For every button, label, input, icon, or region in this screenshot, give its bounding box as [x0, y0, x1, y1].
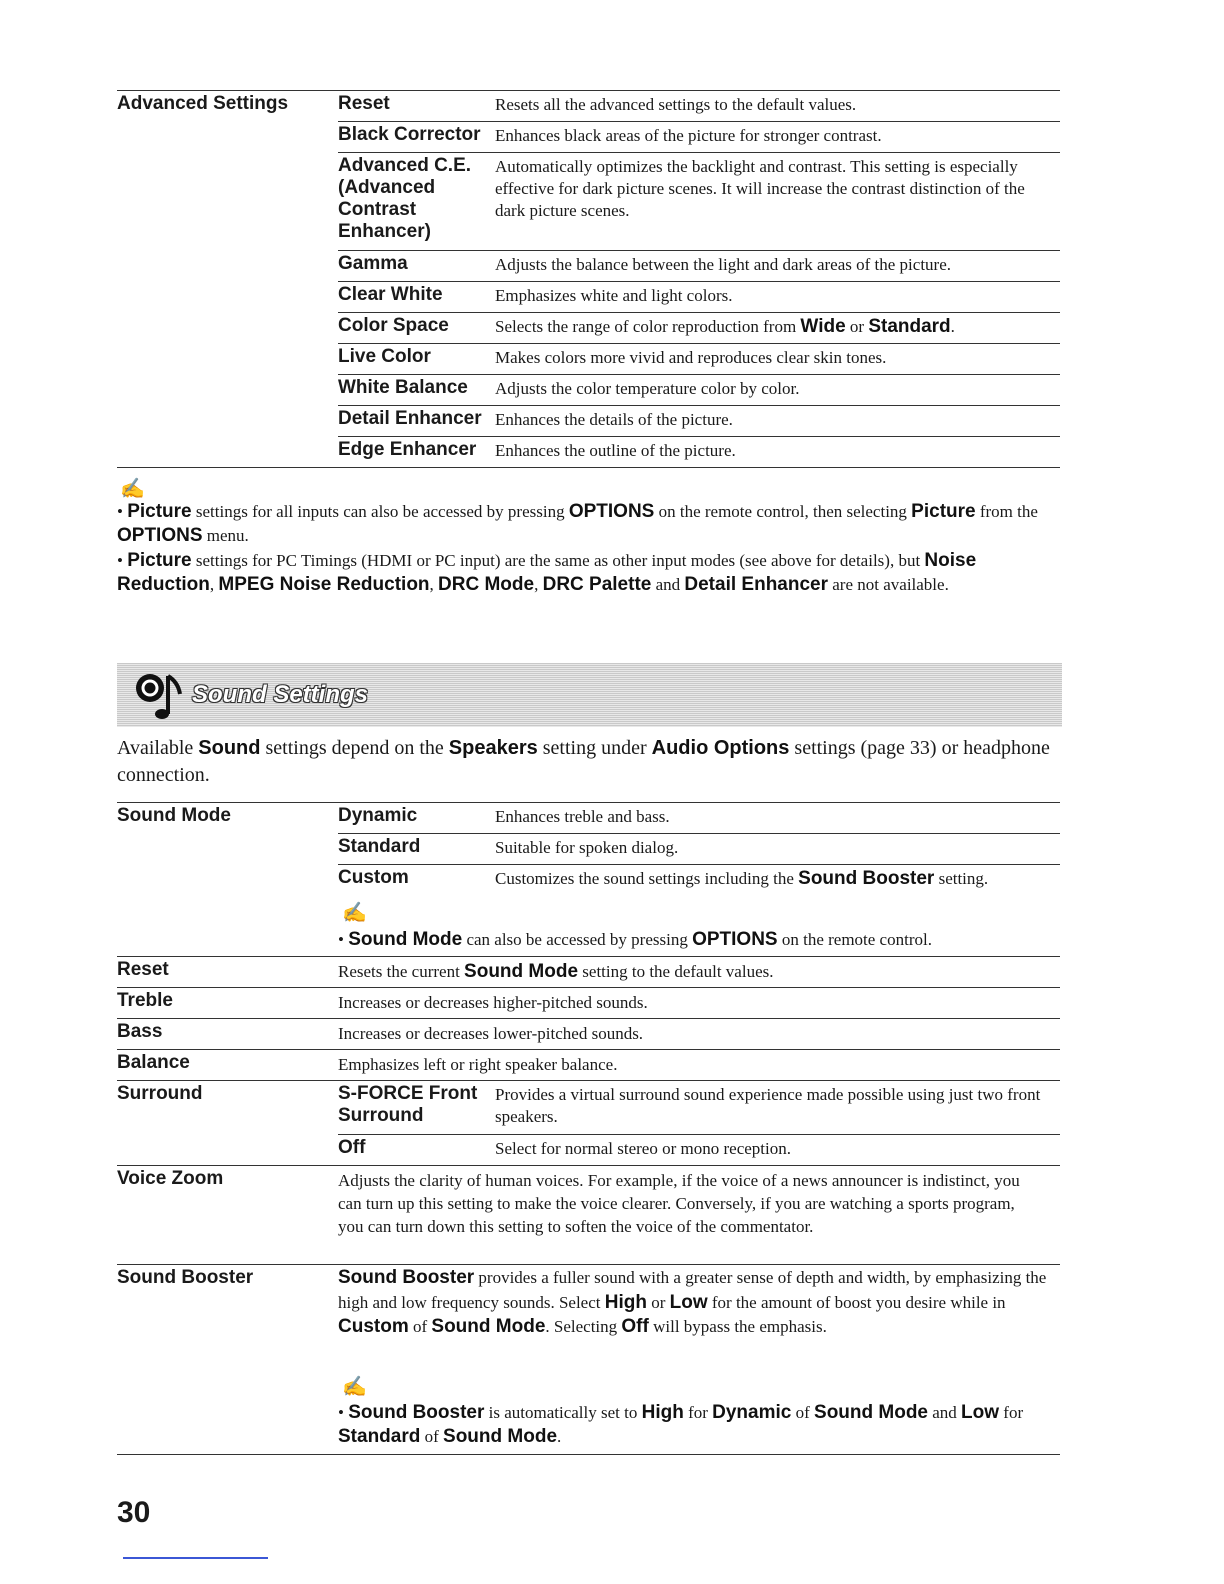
divider — [338, 343, 1060, 344]
desc-reset: Resets all the advanced settings to the default values. — [495, 95, 857, 114]
divider — [338, 864, 1060, 865]
term-clear-white: Clear White — [338, 284, 443, 305]
page-number: 30 — [117, 1496, 151, 1529]
surround-category: Surround — [117, 1083, 203, 1104]
desc-treble: Increases or decreases higher-pitched sounds. — [338, 993, 648, 1012]
reset-category: Reset — [117, 959, 169, 980]
divider — [338, 312, 1060, 313]
divider — [117, 1049, 1060, 1050]
note-pencil-icon: ✍ — [342, 902, 367, 924]
desc-dynamic: Enhances treble and bass. — [495, 807, 670, 826]
desc-balance: Emphasizes left or right speaker balance. — [338, 1055, 618, 1074]
sound-mode-category: Sound Mode — [117, 805, 231, 826]
sound-settings-title: Sound Settings — [192, 681, 368, 708]
desc-sound-reset: Resets the current Sound Mode setting to the default values. — [338, 961, 774, 982]
divider — [338, 833, 1060, 834]
divider — [117, 802, 1060, 803]
desc-black-corrector: Enhances black areas of the picture for stronger contrast. — [495, 126, 882, 145]
divider — [117, 1018, 1060, 1019]
desc-advanced-ce: Automatically optimizes the backlight and contrast. This setting is especially effective for dark picture scenes. It will increase the contrast distinction of the dark picture scenes. — [495, 157, 1025, 220]
divider — [338, 1134, 1060, 1135]
term-dynamic: Dynamic — [338, 805, 418, 826]
footer-line — [123, 1557, 268, 1559]
divider — [117, 1165, 1060, 1166]
term-edge-enhancer: Edge Enhancer — [338, 439, 477, 460]
term-black-corrector: Black Corrector — [338, 124, 481, 145]
balance-category: Balance — [117, 1052, 190, 1073]
note-picture-options: • Picture settings for all inputs can also be accessed by pressing OPTIONS on the remote control, then selecting Picture from the OPTIONS menu. — [117, 501, 1038, 546]
divider — [338, 250, 1060, 251]
desc-gamma: Adjusts the balance between the light and dark areas of the picture. — [495, 255, 951, 274]
desc-custom: Customizes the sound settings including the Sound Booster setting. — [495, 868, 989, 889]
desc-bass: Increases or decreases lower-pitched sounds. — [338, 1024, 644, 1043]
term-color-space: Color Space — [338, 315, 449, 336]
term-detail-enhancer: Detail Enhancer — [338, 408, 482, 429]
term-off: Off — [338, 1137, 366, 1158]
divider — [117, 1454, 1060, 1455]
desc-edge-enhancer: Enhances the outline of the picture. — [495, 441, 736, 460]
term-white-balance: White Balance — [338, 377, 468, 398]
desc-voice-zoom: Adjusts the clarity of human voices. For example, if the voice of a news announcer is indistinct, you can turn up this setting to make the voice clearer. Conversely, if you are watching a sports program, you can turn down this setting to soften the voice of the commentator. — [338, 1171, 1020, 1236]
divider — [117, 956, 1060, 957]
divider — [117, 467, 1060, 468]
term-custom: Custom — [338, 867, 409, 888]
desc-white-balance: Adjusts the color temperature color by color. — [495, 379, 800, 398]
divider — [338, 152, 1060, 153]
sound-booster-category: Sound Booster — [117, 1267, 254, 1288]
divider — [338, 90, 1060, 91]
desc-sound-booster: Sound Booster provides a fuller sound with a greater sense of depth and width, by emphasizing the high and low frequency sounds. Select High or Low for the amount of boost you desire while in Custom of Sound Mode. Selecting Off will bypass the emphasis. — [338, 1267, 1047, 1337]
sound-intro: Available Sound settings depend on the Speakers setting under Audio Options settings (page 33) or headphone connection. — [117, 737, 1050, 786]
desc-standard: Suitable for spoken dialog. — [495, 838, 679, 857]
sound-settings-icon — [134, 666, 186, 724]
term-reset: Reset — [338, 93, 390, 114]
desc-color-space: Selects the range of color reproduction from Wide or Standard. — [495, 316, 955, 337]
divider — [117, 1264, 1060, 1265]
divider — [338, 436, 1060, 437]
divider — [338, 281, 1060, 282]
note-sound-mode: • Sound Mode can also be accessed by pressing OPTIONS on the remote control. — [338, 929, 932, 950]
divider — [338, 374, 1060, 375]
term-gamma: Gamma — [338, 253, 408, 274]
desc-s-force: Provides a virtual surround sound experience made possible using just two front speakers. — [495, 1085, 1041, 1126]
note-sound-booster: • Sound Booster is automatically set to High for Dynamic of Sound Mode and Low for Standard of Sound Mode. — [338, 1402, 1024, 1447]
bass-category: Bass — [117, 1021, 163, 1042]
desc-clear-white: Emphasizes white and light colors. — [495, 286, 733, 305]
desc-live-color: Makes colors more vivid and reproduces clear skin tones. — [495, 348, 887, 367]
divider — [117, 987, 1060, 988]
term-advanced-ce: Advanced C.E. (Advanced Contrast Enhancer) — [338, 155, 472, 242]
divider — [338, 121, 1060, 122]
divider — [338, 405, 1060, 406]
note-pc-timings: • Picture settings for PC Timings (HDMI or PC input) are the same as other input modes (see above for details), but Noise Reduction, MPEG Noise Reduction, DRC Mode, DRC Palette and Detail Enhancer are not available. — [117, 550, 977, 595]
treble-category: Treble — [117, 990, 173, 1011]
note-pencil-icon: ✍ — [120, 478, 145, 500]
term-s-force: S-FORCE Front Surround — [338, 1083, 478, 1126]
voice-zoom-category: Voice Zoom — [117, 1168, 224, 1189]
divider — [117, 1080, 1060, 1081]
term-standard: Standard — [338, 836, 421, 857]
desc-off: Select for normal stereo or mono reception. — [495, 1139, 791, 1158]
advanced-settings-category: Advanced Settings — [117, 93, 289, 114]
desc-detail-enhancer: Enhances the details of the picture. — [495, 410, 733, 429]
term-live-color: Live Color — [338, 346, 431, 367]
note-pencil-icon: ✍ — [342, 1376, 367, 1398]
